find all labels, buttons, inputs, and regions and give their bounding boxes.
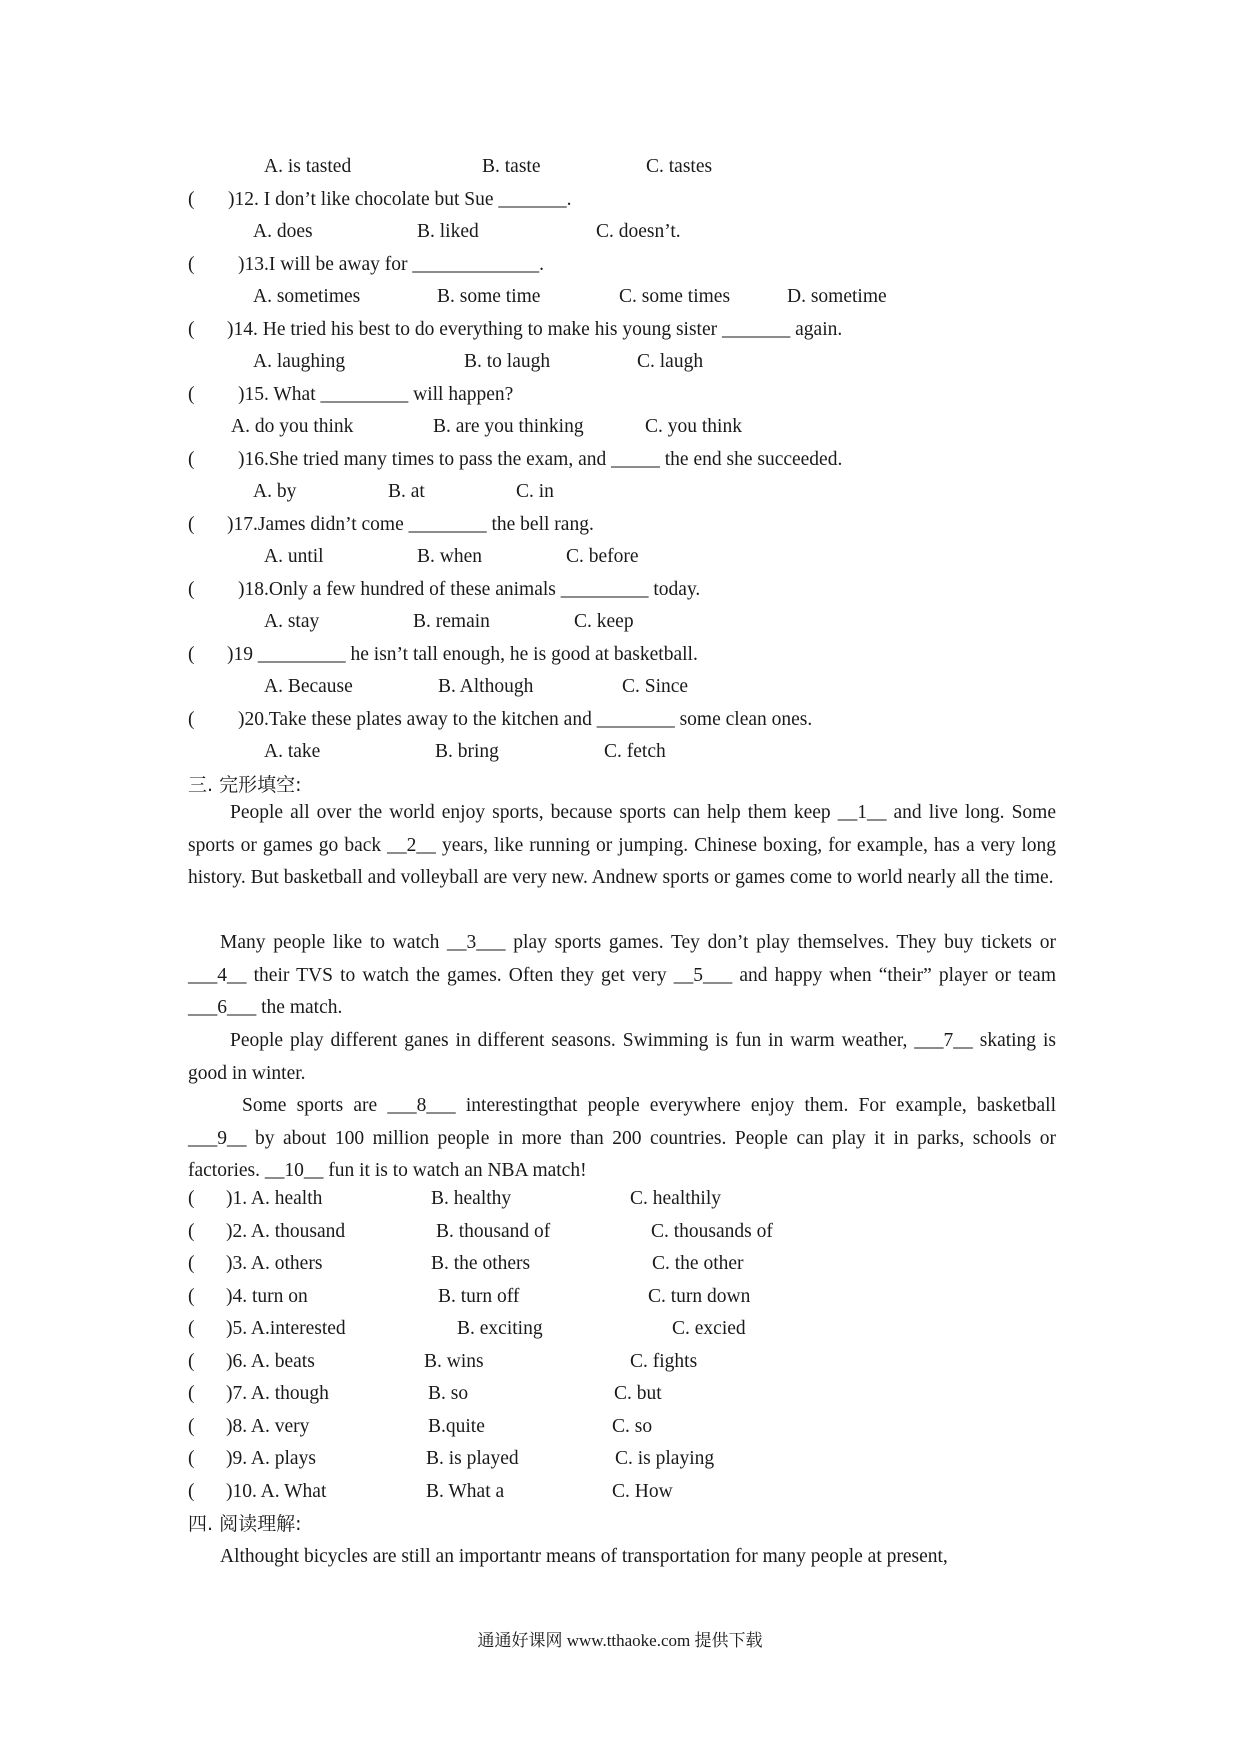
cloze-paragraph-1: People all over the world enjoy sports, because sports can help them keep __1__ and live long. Some sports or games go back __2__ years, like running or jumping. Chinese boxing, for example, has a very long history. But basketball and volleyball are very new. Andnew sports or games come to world nearly all the time. [188,802,1056,889]
option-a: A. does [253,221,313,242]
option-b: B. bring [435,741,499,762]
option-b: B. wins [424,1351,484,1372]
option-a: A. laughing [253,351,346,372]
answer-paren: ( [188,1448,195,1469]
option-a: A. take [264,741,321,762]
answer-paren: ( [188,1383,195,1404]
option-b: B. when [417,546,482,567]
option-c: C. doesn’t. [596,221,681,242]
option-b: B. taste [482,156,541,177]
option-d: D. sometime [787,286,887,307]
answer-paren: ( [188,1481,195,1502]
option-b: B. liked [417,221,479,242]
answer-paren: ( [188,1351,195,1372]
option-a: A. sometimes [253,286,361,307]
question-stem: )15. What _________ will happen? [238,384,514,405]
option-a: )4. turn on [226,1286,308,1307]
option-b: B. exciting [457,1318,543,1339]
option-c: C. you think [645,416,742,437]
question-stem: )16.She tried many times to pass the exam, and _____ the end she succeeded. [238,449,843,470]
option-c: C. fetch [604,741,666,762]
option-c: C. the other [652,1253,744,1274]
question-stem: )12. I don’t like chocolate but Sue _______. [228,189,572,210]
answer-paren: ( [188,579,195,600]
option-b: B. thousand of [436,1221,551,1242]
option-a: )10. A. What [226,1481,327,1502]
question-stem: )20.Take these plates away to the kitchen and ________ some clean ones. [238,709,813,730]
option-c: C. tastes [646,156,713,177]
option-a: A. stay [264,611,320,632]
answer-paren: ( [188,319,195,340]
option-c: C. healthily [630,1188,721,1209]
option-b: B. healthy [431,1188,512,1209]
option-c: C. thousands of [651,1221,773,1242]
option-b: B. so [428,1383,469,1404]
option-b: B. Although [438,676,534,697]
page-footer: 通通好课网 www.tthaoke.com 提供下载 [477,1631,763,1650]
answer-paren: ( [188,1253,195,1274]
question-stem: )13.I will be away for _____________. [238,254,544,275]
answer-paren: ( [188,254,195,275]
option-a: )3. A. others [226,1253,323,1274]
option-b: B. are you thinking [433,416,584,437]
cloze-paragraph-4: Some sports are ___8___ interestingthat people everywhere enjoy them. For example, basketball ___9__ by about 100 million people in more than 200 countries. People can play it in parks, schools or factories. __10__ fun it is to watch an NBA match! [188,1095,1056,1182]
option-c: C. before [566,546,639,567]
option-a: )2. A. thousand [226,1221,346,1242]
option-a: )6. A. beats [226,1351,315,1372]
option-c: C. in [516,481,554,502]
option-b: B.quite [428,1416,485,1437]
option-b: B. remain [413,611,490,632]
option-a: A. Because [264,676,353,697]
option-c: C. Since [622,676,689,697]
option-c: C. some times [619,286,731,307]
option-c: C. fights [630,1351,698,1372]
reading-first-line: Althought bicycles are still an importantr means of transportation for many people at present, [220,1546,948,1567]
section-4-heading: 四. 阅读理解: [188,1513,302,1535]
option-b: B. to laugh [464,351,551,372]
option-a: )9. A. plays [226,1448,316,1469]
option-c: C. keep [574,611,634,632]
answer-paren: ( [188,514,195,535]
cloze-paragraph-3: People play different ganes in different seasons. Swimming is fun in warm weather, ___7__ skating is good in winter. [188,1030,1056,1084]
option-a: )8. A. very [226,1416,310,1437]
answer-paren: ( [188,1188,195,1209]
section-3-heading: 三. 完形填空: [188,774,302,796]
option-c: C. turn down [648,1286,751,1307]
option-c: C. is playing [615,1448,715,1469]
option-c: C. laugh [637,351,704,372]
answer-paren: ( [188,449,195,470]
option-a: A. until [264,546,324,567]
option-c: C. so [612,1416,653,1437]
answer-paren: ( [188,1221,195,1242]
option-a: A. do you think [231,416,354,437]
answer-paren: ( [188,384,195,405]
question-stem: )14. He tried his best to do everything to make his young sister _______ again. [227,319,843,340]
option-a: )1. A. health [226,1188,323,1209]
option-a: )5. A.interested [226,1318,346,1339]
question-stem: )18.Only a few hundred of these animals _________ today. [238,579,701,600]
option-a: )7. A. though [226,1383,329,1404]
option-b: B. is played [426,1448,519,1469]
option-b: B. some time [437,286,541,307]
answer-paren: ( [188,1318,195,1339]
answer-paren: ( [188,1286,195,1307]
option-b: B. the others [431,1253,531,1274]
question-stem: )19 _________ he isn’t tall enough, he is good at basketball. [227,644,698,665]
option-c: C. How [612,1481,673,1502]
answer-paren: ( [188,189,195,210]
option-c: C. but [614,1383,662,1404]
question-stem: )17.James didn’t come ________ the bell rang. [227,514,594,535]
option-b: B. turn off [438,1286,520,1307]
option-b: B. What a [426,1481,505,1502]
option-a: A. is tasted [264,156,352,177]
option-b: B. at [388,481,425,502]
option-c: C. excied [672,1318,746,1339]
answer-paren: ( [188,709,195,730]
option-a: A. by [253,481,297,502]
answer-paren: ( [188,1416,195,1437]
answer-paren: ( [188,644,195,665]
cloze-paragraph-2: Many people like to watch __3___ play sports games. Tey don’t play themselves. They buy tickets or ___4__ their TVS to watch the games. Often they get very __5___ and happy when “their” player or team ___6___ the match. [188,932,1056,1019]
